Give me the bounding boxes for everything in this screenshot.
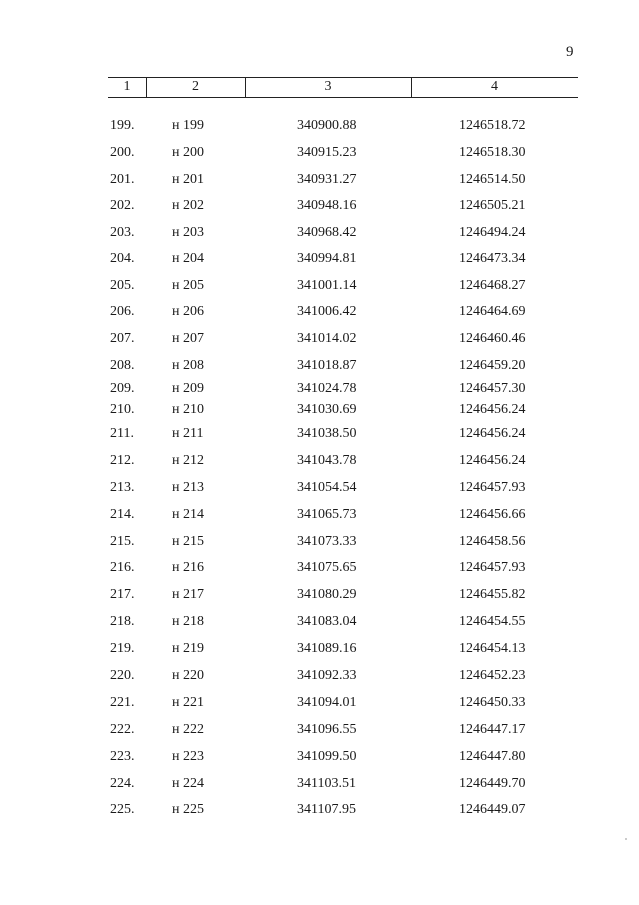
x-coordinate: 341024.78	[297, 381, 357, 396]
table-row	[0, 801, 639, 819]
y-coordinate: 1246449.07	[459, 802, 526, 817]
table-row	[0, 357, 639, 375]
y-coordinate: 1246460.46	[459, 331, 526, 346]
table-row	[0, 452, 639, 470]
point-label: н 209	[172, 381, 204, 396]
table-row	[0, 303, 639, 321]
point-label: н 222	[172, 722, 204, 737]
row-number: 211.	[110, 426, 134, 441]
point-label: н 211	[172, 426, 204, 441]
point-label: н 202	[172, 198, 204, 213]
x-coordinate: 340994.81	[297, 251, 357, 266]
x-coordinate: 340900.88	[297, 118, 357, 133]
y-coordinate: 1246518.72	[459, 118, 526, 133]
point-label: н 199	[172, 118, 204, 133]
x-coordinate: 341043.78	[297, 453, 357, 468]
y-coordinate: 1246514.50	[459, 172, 526, 187]
point-label: н 214	[172, 507, 204, 522]
point-label: н 223	[172, 749, 204, 764]
table-row	[0, 506, 639, 524]
x-coordinate: 341001.14	[297, 278, 357, 293]
point-label: н 212	[172, 453, 204, 468]
row-number: 200.	[110, 145, 135, 160]
x-coordinate: 341014.02	[297, 331, 357, 346]
point-label: н 200	[172, 145, 204, 160]
row-number: 220.	[110, 668, 135, 683]
row-number: 209.	[110, 381, 135, 396]
x-coordinate: 341099.50	[297, 749, 357, 764]
table-row	[0, 117, 639, 135]
y-coordinate: 1246464.69	[459, 304, 526, 319]
point-label: н 213	[172, 480, 204, 495]
y-coordinate: 1246468.27	[459, 278, 526, 293]
point-label: н 210	[172, 402, 204, 417]
row-number: 221.	[110, 695, 135, 710]
table-row	[0, 425, 639, 443]
y-coordinate: 1246494.24	[459, 225, 526, 240]
row-number: 217.	[110, 587, 135, 602]
header-col-4: 4	[491, 79, 498, 94]
table-row	[0, 401, 639, 419]
row-number: 199.	[110, 118, 135, 133]
point-label: н 220	[172, 668, 204, 683]
point-label: н 208	[172, 358, 204, 373]
row-number: 216.	[110, 560, 135, 575]
point-label: н 215	[172, 534, 204, 549]
y-coordinate: 1246449.70	[459, 776, 526, 791]
x-coordinate: 341080.29	[297, 587, 357, 602]
row-number: 207.	[110, 331, 135, 346]
x-coordinate: 341103.51	[297, 776, 356, 791]
x-coordinate: 341018.87	[297, 358, 357, 373]
point-label: н 221	[172, 695, 204, 710]
y-coordinate: 1246447.17	[459, 722, 526, 737]
y-coordinate: 1246455.82	[459, 587, 526, 602]
x-coordinate: 341075.65	[297, 560, 357, 575]
y-coordinate: 1246457.30	[459, 381, 526, 396]
point-label: н 207	[172, 331, 204, 346]
y-coordinate: 1246456.24	[459, 453, 526, 468]
row-number: 205.	[110, 278, 135, 293]
x-coordinate: 341094.01	[297, 695, 357, 710]
y-coordinate: 1246456.24	[459, 426, 526, 441]
x-coordinate: 341107.95	[297, 802, 356, 817]
y-coordinate: 1246458.56	[459, 534, 526, 549]
table-row	[0, 144, 639, 162]
table-row	[0, 640, 639, 658]
table-row	[0, 694, 639, 712]
point-label: н 224	[172, 776, 204, 791]
y-coordinate: 1246454.55	[459, 614, 526, 629]
point-label: н 219	[172, 641, 204, 656]
point-label: н 201	[172, 172, 204, 187]
table-row	[0, 775, 639, 793]
x-coordinate: 341096.55	[297, 722, 357, 737]
point-label: н 217	[172, 587, 204, 602]
x-coordinate: 341054.54	[297, 480, 357, 495]
row-number: 225.	[110, 802, 135, 817]
y-coordinate: 1246459.20	[459, 358, 526, 373]
y-coordinate: 1246505.21	[459, 198, 526, 213]
row-number: 224.	[110, 776, 135, 791]
y-coordinate: 1246452.23	[459, 668, 526, 683]
page-number: 9	[566, 44, 574, 60]
x-coordinate: 341092.33	[297, 668, 357, 683]
row-number: 222.	[110, 722, 135, 737]
row-number: 210.	[110, 402, 135, 417]
y-coordinate: 1246447.80	[459, 749, 526, 764]
header-col-1: 1	[108, 78, 147, 97]
table-row	[0, 586, 639, 604]
x-coordinate: 340948.16	[297, 198, 357, 213]
scan-speck	[625, 838, 627, 840]
table-row	[0, 533, 639, 551]
x-coordinate: 341065.73	[297, 507, 357, 522]
row-number: 204.	[110, 251, 135, 266]
table-row	[0, 721, 639, 739]
point-label: н 225	[172, 802, 204, 817]
x-coordinate: 341038.50	[297, 426, 357, 441]
table-row	[0, 479, 639, 497]
y-coordinate: 1246456.66	[459, 507, 526, 522]
y-coordinate: 1246454.13	[459, 641, 526, 656]
row-number: 213.	[110, 480, 135, 495]
y-coordinate: 1246450.33	[459, 695, 526, 710]
point-label: н 206	[172, 304, 204, 319]
row-number: 223.	[110, 749, 135, 764]
table-row	[0, 250, 639, 268]
x-coordinate: 340915.23	[297, 145, 357, 160]
table-row	[0, 380, 639, 398]
x-coordinate: 341073.33	[297, 534, 357, 549]
point-label: н 205	[172, 278, 204, 293]
table-row	[0, 613, 639, 631]
row-number: 219.	[110, 641, 135, 656]
row-number: 208.	[110, 358, 135, 373]
table-row	[0, 667, 639, 685]
y-coordinate: 1246518.30	[459, 145, 526, 160]
point-label: н 218	[172, 614, 204, 629]
x-coordinate: 341030.69	[297, 402, 357, 417]
point-label: н 203	[172, 225, 204, 240]
x-coordinate: 340968.42	[297, 225, 357, 240]
y-coordinate: 1246457.93	[459, 560, 526, 575]
table-row	[0, 748, 639, 766]
point-label: н 204	[172, 251, 204, 266]
table-row	[0, 224, 639, 242]
row-number: 201.	[110, 172, 135, 187]
x-coordinate: 341089.16	[297, 641, 357, 656]
point-label: н 216	[172, 560, 204, 575]
table-row	[0, 171, 639, 189]
table-row	[0, 197, 639, 215]
table-row	[0, 559, 639, 577]
row-number: 206.	[110, 304, 135, 319]
row-number: 203.	[110, 225, 135, 240]
header-col-2: 2	[146, 78, 246, 97]
row-number: 215.	[110, 534, 135, 549]
header-col-3: 3	[245, 78, 412, 97]
row-number: 212.	[110, 453, 135, 468]
row-number: 214.	[110, 507, 135, 522]
x-coordinate: 340931.27	[297, 172, 357, 187]
y-coordinate: 1246473.34	[459, 251, 526, 266]
table-row	[0, 277, 639, 295]
row-number: 202.	[110, 198, 135, 213]
table-row	[0, 330, 639, 348]
x-coordinate: 341083.04	[297, 614, 357, 629]
row-number: 218.	[110, 614, 135, 629]
y-coordinate: 1246456.24	[459, 402, 526, 417]
y-coordinate: 1246457.93	[459, 480, 526, 495]
x-coordinate: 341006.42	[297, 304, 357, 319]
